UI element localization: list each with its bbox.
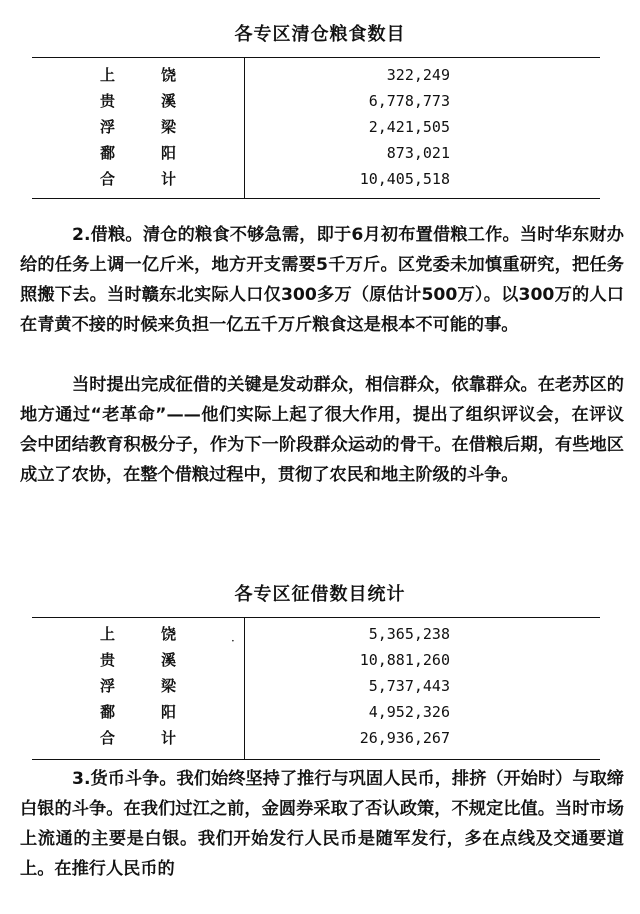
table-row-name <box>100 674 176 699</box>
table-row-name <box>100 726 176 751</box>
table-row-name <box>100 648 176 673</box>
paragraph-text: 2.借粮。清仓的粮食不够急需，即于6月初布置借粮工作。当时华东财办给的任务上调一亿斤米，地方开支需要5千万斤。区党委未加慎重研究，把任务照搬下去。当时赣东北实际人口仅300多万（原估计500万）。以300万的人口在青黄不接的时候来负担一亿五千万斤粮食这是根本不可能的事。 <box>20 225 624 335</box>
region-name-char: 饶 <box>160 66 176 84</box>
region-name-char: 鄱 <box>100 144 116 162</box>
region-name-char: 梁 <box>160 118 176 136</box>
paragraph-borrowing-grain <box>20 220 624 340</box>
table1-top-rule <box>32 57 600 58</box>
table-row-name <box>100 115 176 140</box>
table-row-value: 4,952,326 <box>368 703 450 721</box>
region-name-char: 饶 <box>160 625 176 643</box>
region-name-char: 鄱 <box>100 703 116 721</box>
region-name-char: 梁 <box>160 677 176 695</box>
table-row-value: 873,021 <box>386 144 450 162</box>
region-name-char: 上 <box>100 625 116 643</box>
table-row-value: 2,421,505 <box>368 118 450 136</box>
table-row-name <box>100 700 176 725</box>
table-row-name <box>100 89 176 114</box>
stray-mark: · <box>231 634 235 648</box>
table2-top-rule <box>32 617 600 618</box>
region-name-char: 溪 <box>160 92 176 110</box>
table-row-value: 5,737,443 <box>368 677 450 695</box>
region-name-char: 上 <box>100 66 116 84</box>
paragraph-text: 当时提出完成征借的关键是发动群众，相信群众，依靠群众。在老苏区的地方通过“老革命”——他们实际上起了很大作用，提出了组织评议会，在评议会中团结教育积极分子，作为下一阶段群众运动的骨干。在借粮后期，有些地区成立了农协，在整个借粮过程中，贯彻了农民和地主阶级的斗争。 <box>20 375 624 485</box>
region-name-char: 浮 <box>100 677 116 695</box>
table1-title: 各专区清仓粮食数目 <box>234 24 406 45</box>
table-row-value: 5,365,238 <box>368 625 450 643</box>
region-name-char: 浮 <box>100 118 116 136</box>
region-name-char: 贵 <box>100 92 116 110</box>
table-row-name <box>100 141 176 166</box>
table2-title: 各专区征借数目统计 <box>234 584 406 605</box>
table-row-name <box>100 167 176 192</box>
paragraph-currency-struggle <box>20 764 624 884</box>
region-name-char: 阳 <box>160 703 176 721</box>
table2-column-divider <box>244 617 245 759</box>
table-row-value: 26,936,267 <box>359 729 450 747</box>
table-row-value: 6,778,773 <box>368 92 450 110</box>
table-row-name <box>100 63 176 88</box>
paragraph-text: 3.货币斗争。我们始终坚持了推行与巩固人民币，排挤（开始时）与取缔白银的斗争。在我们过江之前，金圆券采取了否认政策，不规定比值。当时市场上流通的主要是白银。我们开始发行人民币是随军发行，多在点线及交通要道上。在推行人民币的 <box>20 769 624 879</box>
region-name-char: 贵 <box>100 651 116 669</box>
region-name-char: 合 <box>100 729 116 747</box>
region-name-char: 合 <box>100 170 116 188</box>
region-name-char: 溪 <box>160 651 176 669</box>
table-row-value: 10,881,260 <box>359 651 450 669</box>
table2-bottom-rule <box>32 759 600 760</box>
region-name-char: 计 <box>160 729 176 747</box>
paragraph-mobilizing-masses <box>20 370 624 490</box>
table-row-value: 322,249 <box>386 66 450 84</box>
table1-column-divider <box>244 57 245 198</box>
table1-bottom-rule <box>32 198 600 199</box>
region-name-char: 计 <box>160 170 176 188</box>
table-row-name <box>100 622 176 647</box>
table-row-value: 10,405,518 <box>359 170 450 188</box>
region-name-char: 阳 <box>160 144 176 162</box>
